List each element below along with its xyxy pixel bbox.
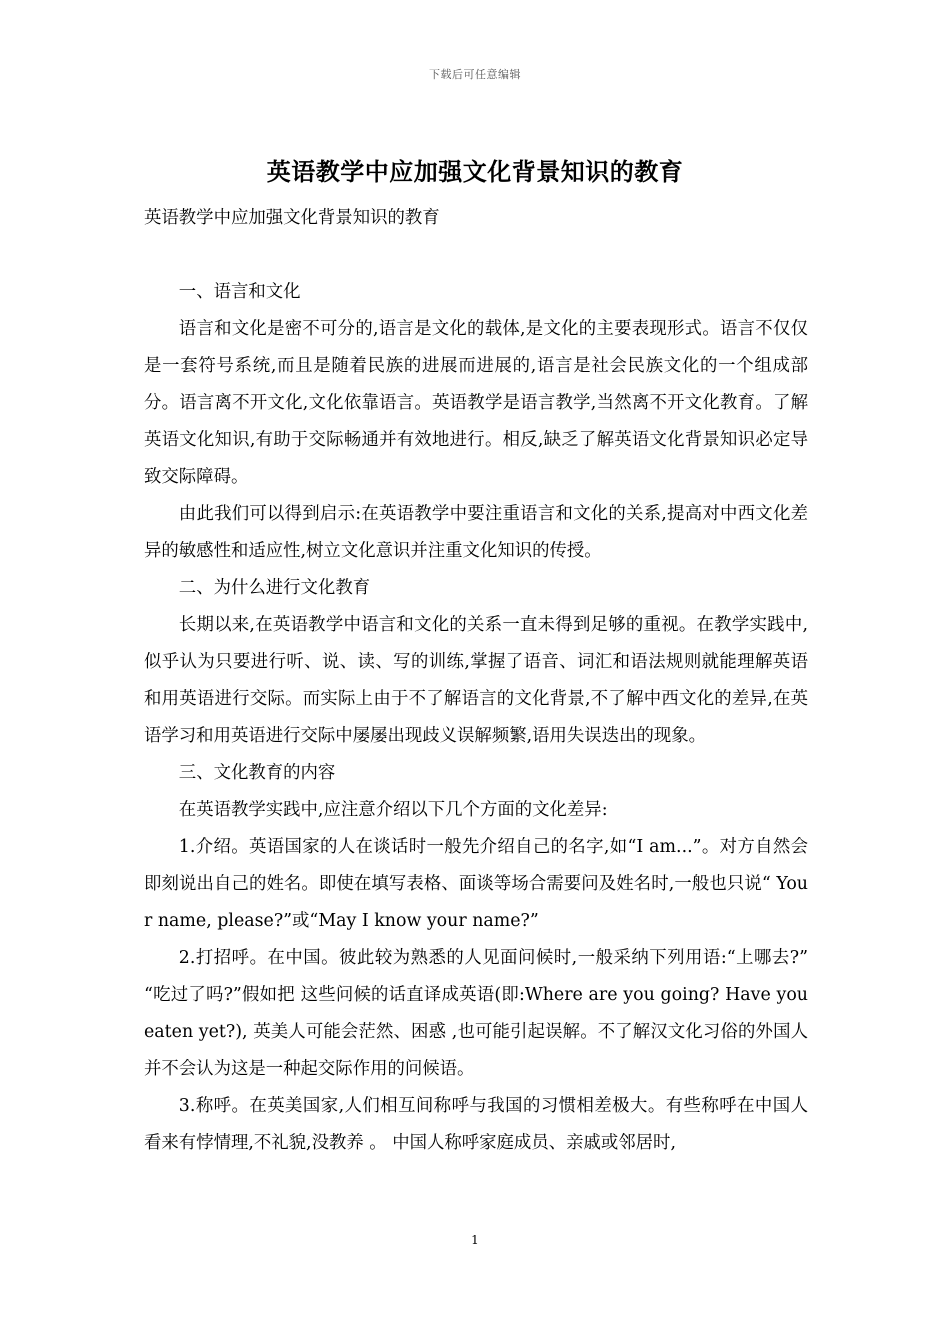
list-item: 1.介绍。英语国家的人在谈话时一般先介绍自己的名字,如“I am...”。对方自然会即刻说出自己的姓名。即使在填写表格、面谈等场合需要问及姓名时,一般也只说“ Your name, please?”或“May I know your name?”	[144, 837, 808, 931]
document-title: 英语教学中应加强文化背景知识的教育	[266, 157, 684, 186]
document-body	[144, 200, 808, 1162]
document-subtitle: 英语教学中应加强文化背景知识的教育	[144, 208, 440, 228]
header-note: 下载后可任意编辑	[429, 68, 521, 81]
section-heading-2: 二、为什么进行文化教育	[178, 578, 371, 598]
paragraph: 由此我们可以得到启示:在英语教学中要注重语言和文化的关系,提高对中西文化差异的敏感性和适应性,树立文化意识并注重文化知识的传授。	[144, 504, 808, 561]
list-item: 2.打招呼。在中国。彼此较为熟悉的人见面问候时,一般采纳下列用语:“上哪去?” “吃过了吗?”假如把 这些问候的话直译成英语(即:Where are you going? Have you eaten yet?), 英美人可能会茫然、困惑 ,也可能引起误解。不了解汉文化习俗的外国人并不会认为这是一种起交际作用的问候语。	[144, 948, 808, 1079]
section-heading-3: 三、文化教育的内容	[178, 763, 336, 783]
paragraph: 长期以来,在英语教学中语言和文化的关系一直未得到足够的重视。在教学实践中,似乎认为只要进行听、说、读、写的训练,掌握了语音、词汇和语法规则就能理解英语和用英语进行交际。而实际上由于不了解语言的文化背景,不了解中西文化的差异,在英语学习和用英语进行交际中屡屡出现歧义误解频繁,语用失误迭出的现象。	[144, 615, 808, 746]
paragraph: 在英语教学实践中,应注意介绍以下几个方面的文化差异:	[178, 800, 608, 820]
page-number: 1	[471, 1233, 479, 1247]
list-item: 3.称呼。在英美国家,人们相互间称呼与我国的习惯相差极大。有些称呼在中国人看来有悖情理,不礼貌,没教养 。 中国人称呼家庭成员、亲戚或邻居时,	[144, 1096, 808, 1153]
section-heading-1: 一、语言和文化	[178, 282, 301, 302]
paragraph: 语言和文化是密不可分的,语言是文化的载体,是文化的主要表现形式。语言不仅仅是一套符号系统,而且是随着民族的进展而进展的,语言是社会民族文化的一个组成部分。语言离不开文化,文化依靠语言。英语教学是语言教学,当然离不开文化教育。了解英语文化知识,有助于交际畅通并有效地进行。相反,缺乏了解英语文化背景知识必定导致交际障碍。	[144, 319, 808, 487]
